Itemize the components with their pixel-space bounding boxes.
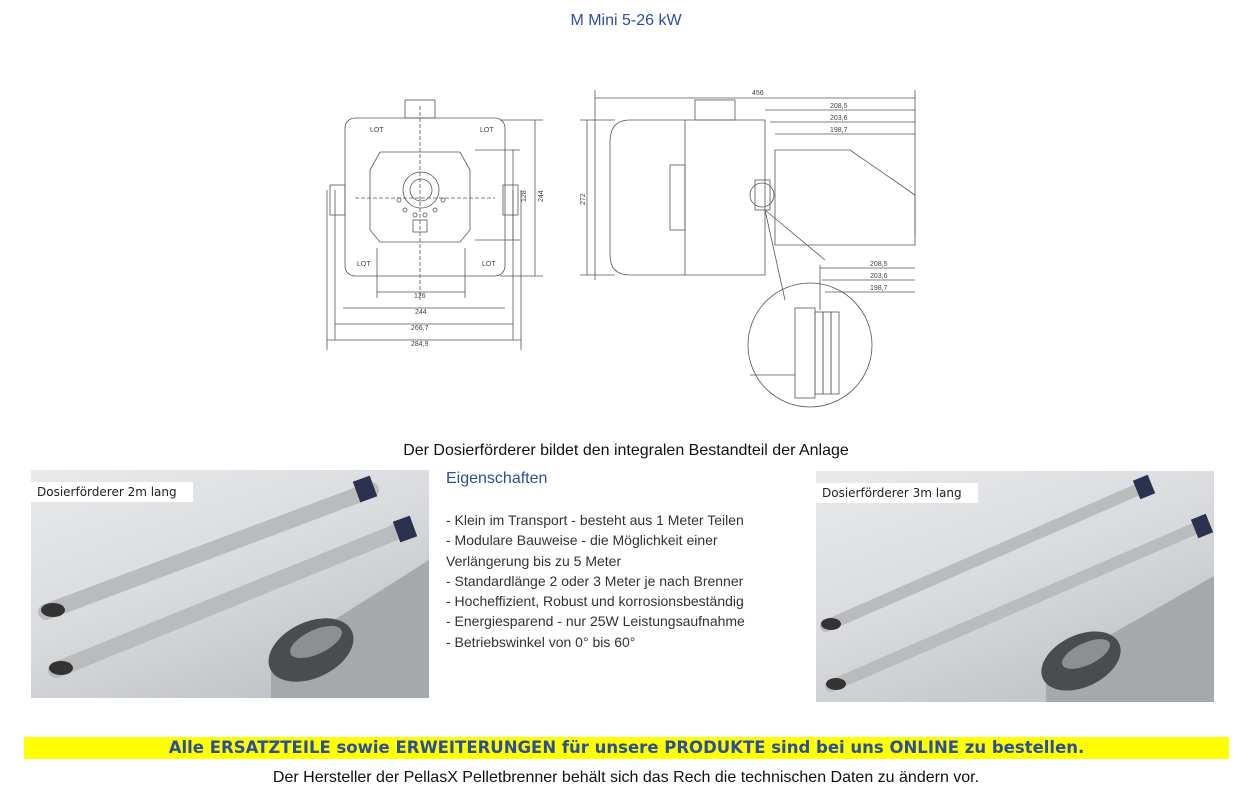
dim-detail-208: 208,5 [870, 261, 888, 268]
list-item: Verlängerung bis zu 5 Meter [446, 552, 622, 569]
list-item: - Hocheffizient, Robust und korrosionsbeständig [446, 593, 744, 610]
dim-side-272: 272 [580, 193, 587, 205]
dim-side-203: 203,6 [830, 115, 848, 122]
feeder-photo-2m [31, 470, 429, 698]
disclaimer-footer: Der Hersteller der PellasX Pelletbrenner behält sich das Rech die technischen Daten zu ändern vor. [272, 769, 980, 786]
plate-label: LOT [357, 261, 371, 268]
flue-pipe-side [695, 100, 735, 120]
plate-label: LOT [370, 127, 384, 134]
properties-heading: Eigenschaften [446, 470, 548, 487]
dim-front-128: 128 [521, 190, 528, 202]
plate-label: LOT [480, 127, 494, 134]
list-item: - Betriebswinkel von 0° bis 60° [446, 633, 636, 650]
feed-tube-side [775, 150, 915, 245]
terminal-block [670, 165, 685, 230]
side-housing [610, 120, 765, 275]
feeder-tubes-illustration [31, 470, 429, 698]
list-item: - Klein im Transport - besteht aus 1 Meter Teilen [446, 512, 744, 528]
dim-front-126: 126 [414, 293, 426, 300]
dim-side-198: 198,7 [830, 127, 848, 134]
properties-section [446, 470, 796, 652]
dim-front-244: 244 [415, 309, 427, 316]
dim-front-284: 284,9 [411, 341, 429, 348]
dim-front-266: 266,7 [411, 325, 429, 332]
front-housing [345, 118, 505, 276]
dim-side-456: 456 [752, 90, 764, 97]
spare-parts-banner: Alle ERSATZTEILE sowie ERWEITERUNGEN für unsere PRODUKTE sind bei uns ONLINE zu bestellen. [24, 737, 1229, 759]
photo-label-3m: Dosierförderer 3m lang [816, 483, 978, 503]
properties-list [446, 510, 796, 652]
dim-detail-198: 198,7 [870, 285, 888, 292]
detail-circle [748, 283, 872, 407]
dim-detail-203: 203,6 [870, 273, 888, 280]
drawing-caption: Der Dosierförderer bildet den integralen Bestandteil der Anlage [403, 442, 849, 459]
feeder-photo-3m [816, 471, 1214, 702]
page-title: M Mini 5-26 kW [570, 12, 682, 29]
list-item: - Energiesparend - nur 25W Leistungsaufnahme [446, 613, 745, 630]
list-item: - Modulare Bauweise - die Möglichkeit einer [446, 532, 718, 549]
dim-side-208: 208,5 [830, 103, 848, 110]
dim-front-244-v: 244 [538, 190, 545, 202]
plate-label: LOT [482, 261, 496, 268]
list-item: - Standardlänge 2 oder 3 Meter je nach Brenner [446, 572, 744, 589]
technical-drawing [325, 70, 925, 430]
photo-label-2m: Dosierförderer 2m lang [31, 482, 193, 502]
feeder-tubes-illustration [816, 471, 1214, 702]
